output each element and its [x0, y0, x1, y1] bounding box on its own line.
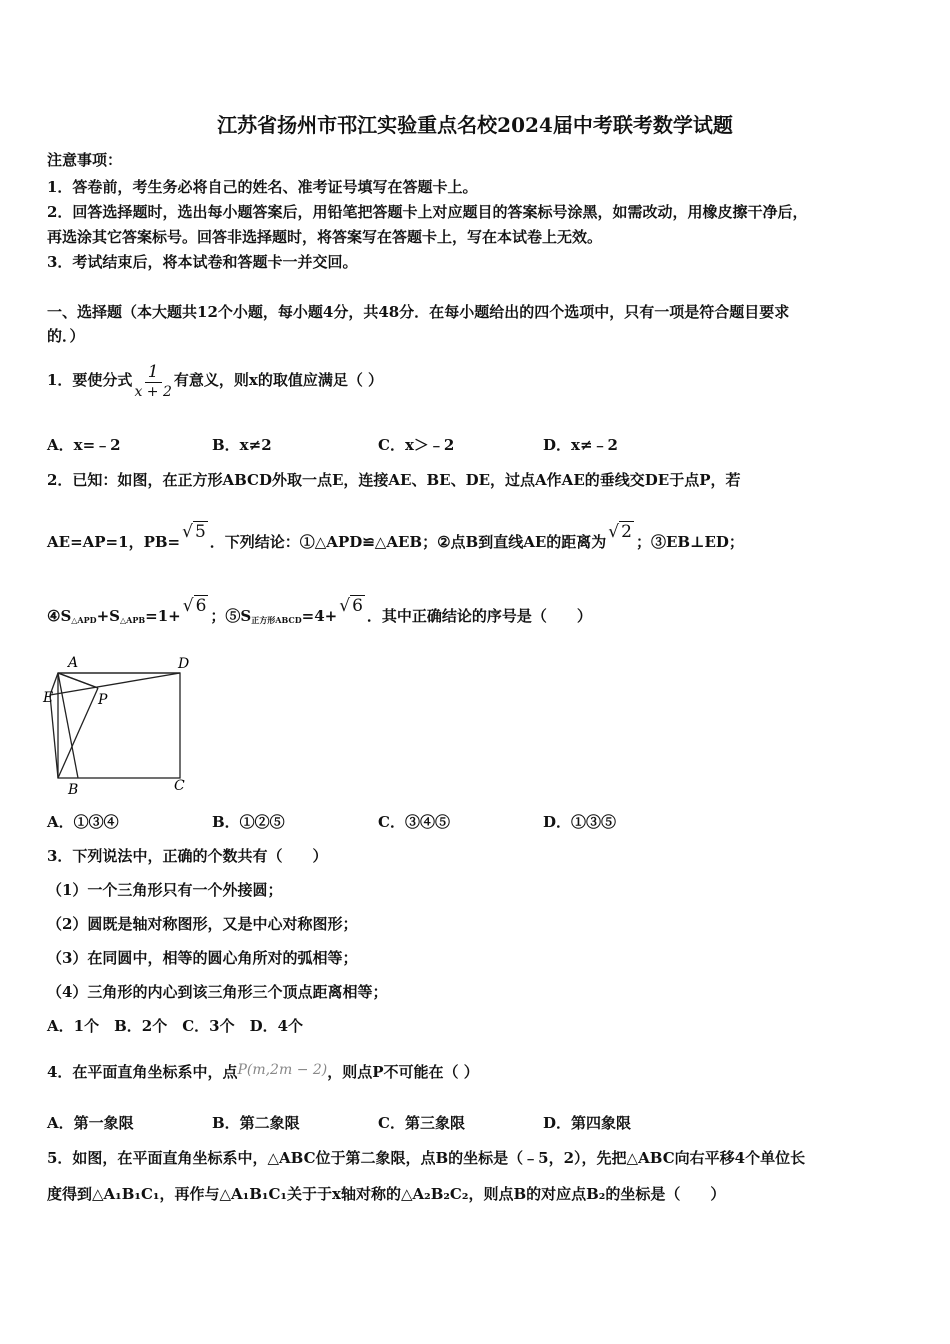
- option-a: A．第一象限: [47, 1114, 134, 1132]
- q2-text: AE=AP=1，PB=: [47, 533, 181, 551]
- option-c: C．③④⑤: [378, 813, 450, 831]
- q5-line2: 度得到△A₁B₁C₁，再作与△A₁B₁C₁关于于x轴对称的△A₂B₂C₂，则点B的对应点B₂的坐标是（ ）: [47, 1185, 726, 1203]
- option-b: B．①②⑤: [212, 813, 285, 831]
- segment-eb: [50, 695, 58, 778]
- label-d: D: [178, 656, 190, 672]
- sqrt-radicand: 6: [195, 596, 207, 616]
- question-1: [47, 358, 383, 402]
- q3-item: （3）在同圆中，相等的圆心角所对的弧相等；: [47, 949, 358, 967]
- page-title: 江苏省扬州市邗江实验重点名校2024届中考联考数学试题: [217, 113, 733, 137]
- q2-text: =1+: [145, 607, 181, 625]
- q2-line1: 2．已知：如图，在正方形ABCD外取一点E，连接AE、BE、DE，过点A作AE的垂线交DE于点P，若: [47, 471, 741, 489]
- q4-prefix: 4．在平面直角坐标系中，点: [47, 1063, 238, 1081]
- square-figure: [40, 652, 200, 797]
- sqrt-5: √ 5: [182, 522, 206, 542]
- option-a: A．①③④: [47, 813, 119, 831]
- segment-ed: [50, 673, 180, 695]
- option-d: D．第四象限: [543, 1114, 632, 1132]
- option-c: C．x＞﹣2: [378, 436, 455, 454]
- question-4: [47, 1062, 479, 1083]
- q3-item: （4）三角形的内心到该三角形三个顶点距离相等；: [47, 983, 388, 1001]
- q1-prefix: 1．要使分式: [47, 371, 133, 389]
- q3-item: （1）一个三角形只有一个外接圆；: [47, 881, 283, 899]
- fraction-denominator: x + 2: [134, 383, 172, 400]
- option-c: C．第三象限: [378, 1114, 465, 1132]
- label-b: B: [68, 782, 79, 797]
- q2-text: +S: [96, 607, 120, 625]
- square-abcd: [58, 673, 180, 778]
- notice-item: 3．考试结束后，将本试卷和答题卡一并交回。: [47, 253, 358, 271]
- q4-suffix: ，则点P不可能在（ ）: [327, 1063, 479, 1081]
- q2-text: ；③EB⊥ED；: [635, 533, 744, 551]
- option-b: B．x≠2: [212, 436, 272, 454]
- notice-item: 1．答卷前，考生务必将自己的姓名、准考证号填写在答题卡上。: [47, 178, 478, 196]
- q2-line2: [47, 522, 744, 552]
- q3-stem: 3．下列说法中，正确的个数共有（ ）: [47, 847, 328, 865]
- option-d: D．①③⑤: [543, 813, 617, 831]
- option-b: B．第二象限: [212, 1114, 300, 1132]
- q5-line1: 5．如图，在平面直角坐标系中，△ABC位于第二象限，点B的坐标是（﹣5，2），先把△ABC向右平移4个单位长: [47, 1149, 806, 1167]
- option-d: D．x≠﹣2: [543, 436, 618, 454]
- option-a: A．x=﹣2: [47, 436, 121, 454]
- q2-text: =4+: [301, 607, 338, 625]
- sqrt-radicand: 2: [621, 522, 632, 542]
- q2-text: ；⑤S: [210, 607, 252, 625]
- q2-text: ．下列结论：①△APD≌△AEB；②点B到直线AE的距离为: [209, 533, 607, 551]
- subscript: 正方形ABCD: [251, 615, 302, 625]
- point-expression: P(m,2m − 2): [237, 1062, 328, 1078]
- q3-item: （2）圆既是轴对称图形，又是中心对称图形；: [47, 915, 358, 933]
- label-c: C: [174, 778, 185, 794]
- label-e: E: [43, 690, 54, 706]
- q2-text: ．其中正确结论的序号是（ ）: [366, 607, 592, 625]
- notice-item: 再选涂其它答案标号。回答非选择题时，将答案写在答题卡上，写在本试卷上无效。: [47, 228, 603, 246]
- q3-options: A．1个 B．2个 C．3个 D．4个: [47, 1017, 304, 1035]
- sqrt-6: √ 6: [182, 596, 207, 616]
- fraction: [134, 362, 171, 401]
- sqrt-6: √ 6: [339, 596, 363, 616]
- q1-suffix: 有意义，则x的取值应满足（ ）: [173, 371, 384, 389]
- fraction-numerator: 1: [145, 362, 162, 383]
- subscript: △APD: [71, 615, 97, 625]
- sqrt-radicand: 5: [194, 522, 206, 542]
- q2-line3: [47, 596, 592, 630]
- sqrt-2: √ 2: [608, 522, 632, 542]
- notice-header: 注意事项：: [47, 151, 123, 169]
- q2-text: ④S: [47, 607, 72, 625]
- section-header-line2: 的．）: [47, 327, 85, 345]
- label-a: A: [68, 655, 79, 671]
- label-p: P: [98, 692, 108, 708]
- subscript: △APB: [120, 615, 146, 625]
- segment-ab-inner: [58, 673, 78, 778]
- sqrt-radicand: 6: [352, 596, 363, 616]
- section-header-line1: 一、选择题（本大题共12个小题，每小题4分，共48分．在每小题给出的四个选项中，只有一项是符合题目要求: [47, 303, 790, 321]
- notice-item: 2．回答选择题时，选出每小题答案后，用铅笔把答题卡上对应题目的答案标号涂黑，如需改动，用橡皮擦干净后，: [47, 203, 808, 221]
